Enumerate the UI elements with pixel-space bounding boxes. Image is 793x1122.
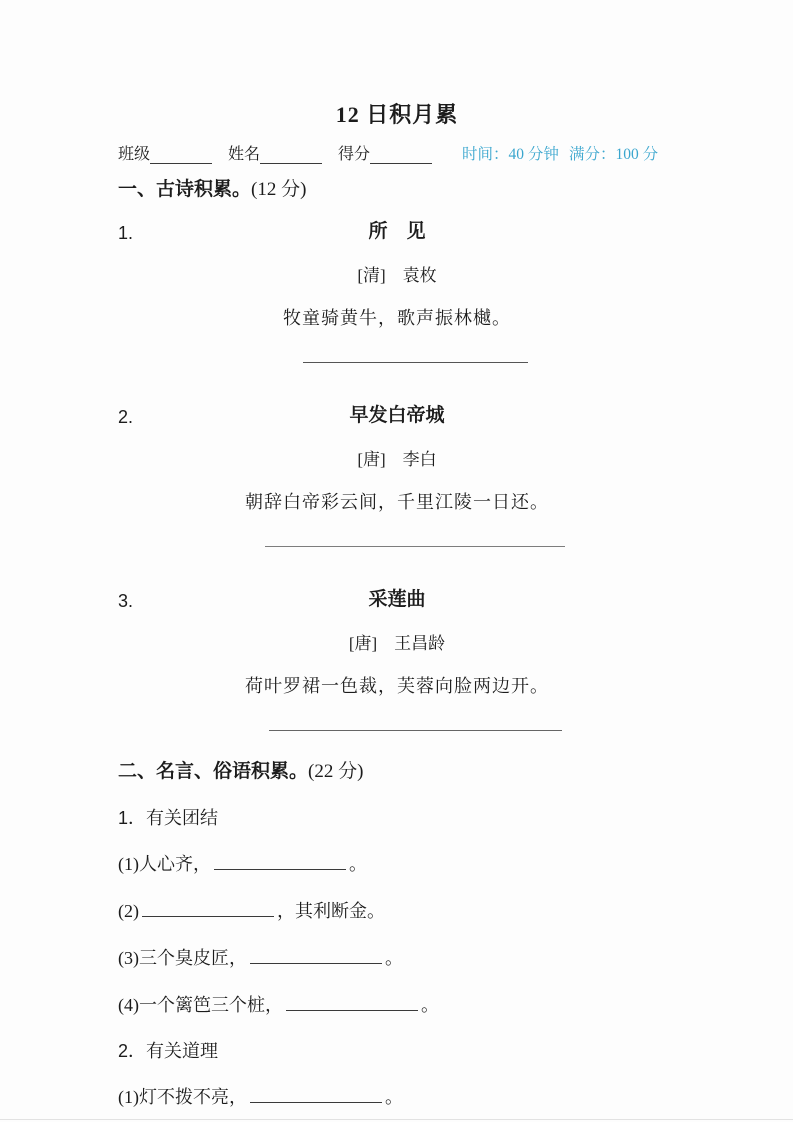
poem-1-head [118, 220, 676, 244]
poem-3-line: 荷叶罗裙一色裁，芙蓉向脸两边开。 [245, 676, 549, 696]
poem-3-number: 3. [118, 591, 134, 611]
poem-2-author: [唐] 李白 [357, 450, 437, 469]
section-one-heading [118, 177, 676, 203]
group-2-title-text: 有关道理 [146, 1041, 219, 1061]
poem-3-head [118, 588, 676, 612]
poem-1-line: 牧童骑黄牛，歌声振林樾。 [283, 308, 511, 328]
fill-item-1-3-after: 。 [385, 948, 403, 968]
fill-item-1-2 [118, 897, 676, 924]
poem-2-answer-blank [265, 546, 565, 547]
fill-item-2-1-blank [250, 1083, 382, 1103]
fill-item-1-3-before: (3)三个臭皮匠， [118, 948, 247, 968]
section-two-heading [118, 759, 676, 785]
group-1-number: 1． [118, 808, 147, 828]
section-two-points: (22 分) [308, 761, 364, 782]
time-score-info [462, 142, 658, 164]
name-blank [260, 146, 322, 164]
fill-item-1-2-before: (2) [118, 901, 139, 921]
class-label: 班级 [118, 146, 151, 163]
scan-artifact-bottom-edge [0, 1119, 793, 1120]
fill-item-1-4 [118, 991, 676, 1018]
fill-item-2-1-before: (1)灯不拨不亮， [118, 1087, 247, 1107]
student-info-row [118, 142, 676, 164]
full-score-label: 满分：100 分 [568, 146, 659, 163]
poem-2-head [118, 404, 676, 428]
score-blank [370, 146, 432, 164]
fill-item-2-1-after: 。 [385, 1087, 403, 1107]
fill-item-1-4-blank [286, 991, 418, 1011]
poem-2-title: 早发白帝城 [349, 405, 445, 426]
poem-1-number: 1. [118, 223, 134, 243]
poem-3-author: [唐] 王昌龄 [348, 634, 446, 653]
fill-item-1-1-blank [214, 850, 346, 870]
poem-1-title: 所 见 [368, 221, 426, 242]
section-one-heading-text: 一、古诗积累。 [118, 179, 252, 200]
fill-item-1-2-blank [142, 897, 274, 917]
page-title: 12 日积月累 [335, 102, 459, 127]
poem-1-author: [清] 袁枚 [357, 266, 437, 285]
fill-item-1-2-after: ，其利断金。 [277, 901, 385, 921]
section-two-heading-text: 二、名言、俗语积累。 [118, 761, 309, 782]
fill-item-1-1-before: (1)人心齐， [118, 854, 211, 874]
time-limit-label: 时间：40 分钟 [462, 146, 559, 163]
group-1-title [118, 806, 676, 830]
group-2-title [118, 1039, 676, 1063]
fill-item-1-4-after: 。 [421, 995, 439, 1015]
poem-3-answer-blank [269, 730, 562, 731]
poem-3-title: 采莲曲 [368, 589, 426, 610]
fill-item-1-3-blank [250, 944, 382, 964]
fill-item-1-1-after: 。 [349, 854, 367, 874]
fill-item-1-4-before: (4)一个篱笆三个桩， [118, 995, 283, 1015]
score-label: 得分 [338, 146, 371, 163]
name-label: 姓名 [228, 146, 261, 163]
poem-2-line: 朝辞白帝彩云间，千里江陵一日还。 [245, 492, 549, 512]
fill-item-1-1 [118, 850, 676, 877]
fill-item-1-3 [118, 944, 676, 971]
poem-2-number: 2. [118, 407, 134, 427]
group-2-number: 2． [118, 1041, 147, 1061]
group-1-title-text: 有关团结 [146, 808, 219, 828]
fill-item-2-1 [118, 1083, 676, 1110]
poem-1-answer-blank [303, 362, 528, 363]
section-one-points: (12 分) [251, 179, 307, 200]
class-blank [150, 146, 212, 164]
